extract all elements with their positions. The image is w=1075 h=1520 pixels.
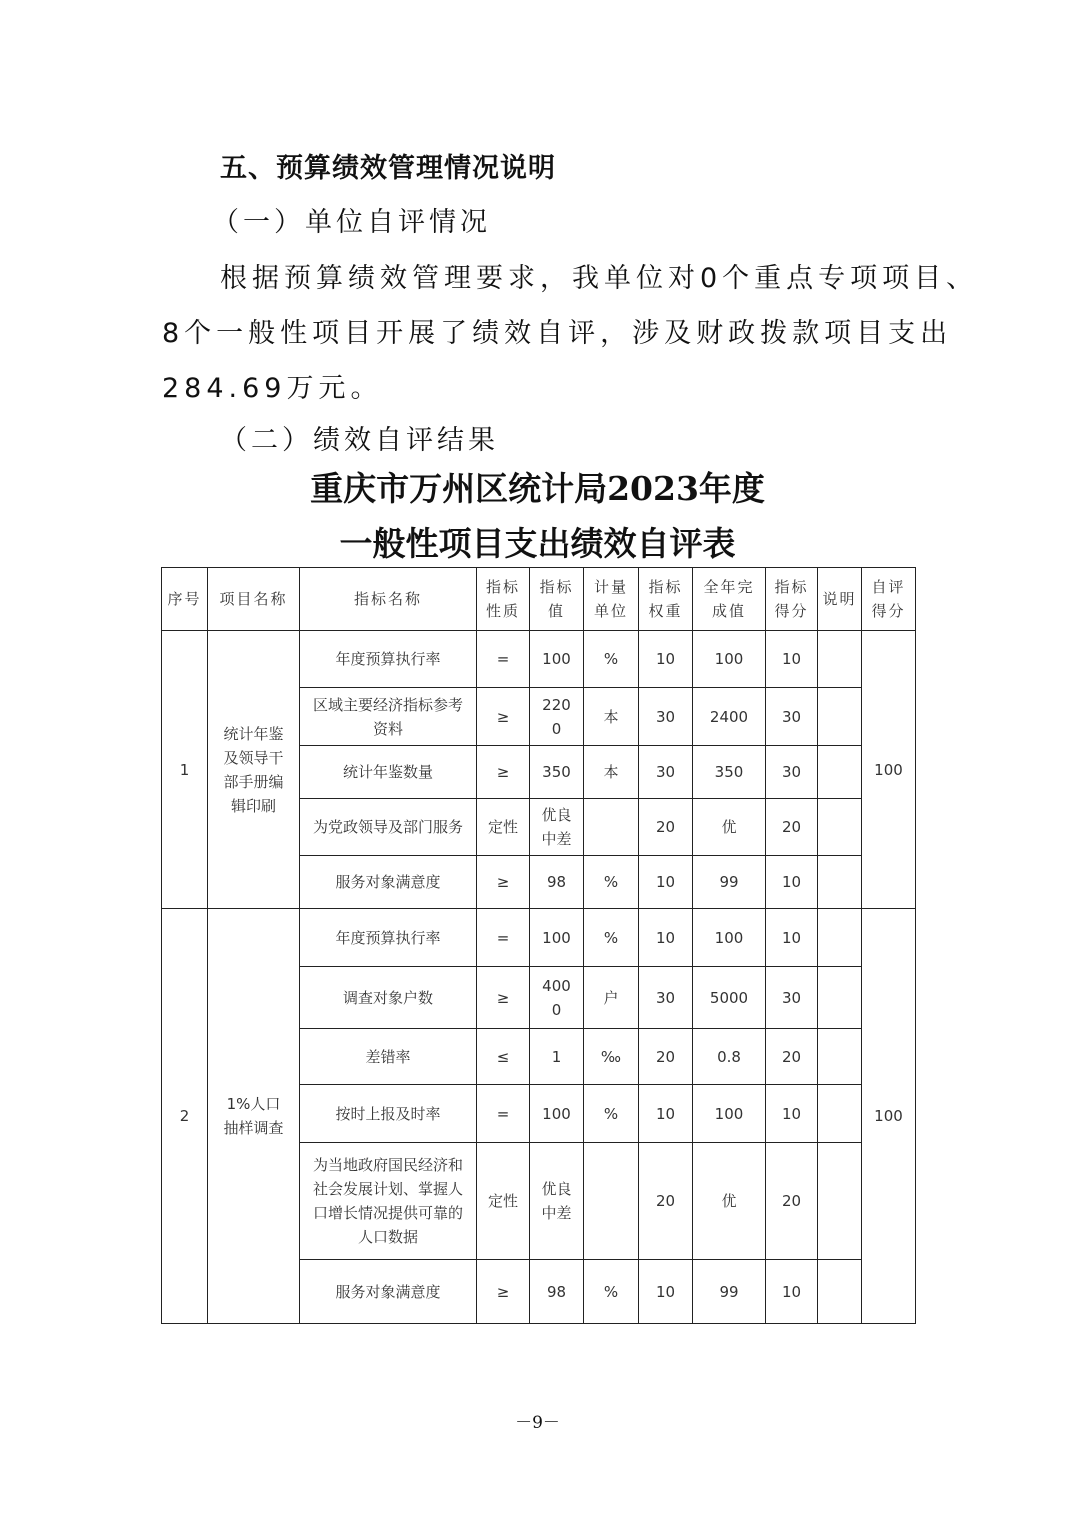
indicator-unit-cell: % <box>584 856 639 909</box>
indicator-note-cell <box>818 1029 862 1085</box>
table-header-cell: 说明 <box>818 568 862 631</box>
indicator-unit-cell: % <box>584 909 639 967</box>
paragraph-line-1: 根据预算绩效管理要求，我单位对0个重点专项项目、 <box>220 263 979 294</box>
subsection-title-1: （一）单位自评情况 <box>212 207 491 238</box>
indicator-unit-cell: % <box>584 631 639 688</box>
table-title-line-1: 重庆市万州区统计局2023年度 <box>310 469 765 508</box>
indicator-note-cell <box>818 967 862 1029</box>
indicator-nature-cell: = <box>477 909 530 967</box>
indicator-weight-cell: 30 <box>639 688 693 746</box>
indicator-name-cell: 服务对象满意度 <box>300 856 477 909</box>
indicator-points-cell: 20 <box>766 799 818 856</box>
table-header-cell: 序号 <box>162 568 208 631</box>
indicator-name-cell: 为当地政府国民经济和社会发展计划、掌握人口增长情况提供可靠的人口数据 <box>300 1143 477 1260</box>
indicator-actual-cell: 2400 <box>693 688 766 746</box>
indicator-nature-cell: 定性 <box>477 1143 530 1260</box>
indicator-points-cell: 10 <box>766 909 818 967</box>
indicator-value-cell: 98 <box>530 1260 584 1324</box>
indicator-unit-cell: 户 <box>584 967 639 1029</box>
indicator-weight-cell: 30 <box>639 967 693 1029</box>
indicator-weight-cell: 10 <box>639 1085 693 1143</box>
indicator-name-cell: 年度预算执行率 <box>300 631 477 688</box>
table-header-row <box>162 568 916 631</box>
indicator-weight-cell: 10 <box>639 909 693 967</box>
table-title-line-2: 一般性项目支出绩效自评表 <box>339 524 736 563</box>
indicator-nature-cell: ≥ <box>477 1260 530 1324</box>
indicator-nature-cell: ≥ <box>477 967 530 1029</box>
indicator-unit-cell <box>584 1143 639 1260</box>
page-number: －9－ <box>515 1413 560 1433</box>
indicator-actual-cell: 100 <box>693 1085 766 1143</box>
table-header-cell: 指标性质 <box>477 568 530 631</box>
indicator-nature-cell: 定性 <box>477 799 530 856</box>
indicator-weight-cell: 10 <box>639 1260 693 1324</box>
table-row <box>162 631 916 688</box>
indicator-actual-cell: 100 <box>693 631 766 688</box>
indicator-unit-cell: % <box>584 1085 639 1143</box>
indicator-weight-cell: 10 <box>639 631 693 688</box>
table-header-cell: 全年完成值 <box>693 568 766 631</box>
indicator-actual-cell: 99 <box>693 856 766 909</box>
project-number-cell: 2 <box>162 909 208 1324</box>
indicator-actual-cell: 优 <box>693 799 766 856</box>
indicator-weight-cell: 20 <box>639 799 693 856</box>
table-header-cell: 指标值 <box>530 568 584 631</box>
indicator-value-cell: 100 <box>530 631 584 688</box>
project-name-cell: 统计年鉴及领导干部手册编辑印刷 <box>208 631 300 909</box>
indicator-points-cell: 10 <box>766 1260 818 1324</box>
project-number-cell: 1 <box>162 631 208 909</box>
table-header-cell: 指标得分 <box>766 568 818 631</box>
subsection-title-2: （二）绩效自评结果 <box>220 425 499 456</box>
indicator-note-cell <box>818 909 862 967</box>
indicator-points-cell: 30 <box>766 967 818 1029</box>
table-header-cell: 指标权重 <box>639 568 693 631</box>
indicator-nature-cell: = <box>477 1085 530 1143</box>
indicator-value-cell: 100 <box>530 909 584 967</box>
indicator-actual-cell: 5000 <box>693 967 766 1029</box>
indicator-actual-cell: 350 <box>693 746 766 799</box>
indicator-points-cell: 20 <box>766 1029 818 1085</box>
section-heading: 五、预算绩效管理情况说明 <box>220 153 556 184</box>
indicator-unit-cell: 本 <box>584 746 639 799</box>
indicator-note-cell <box>818 631 862 688</box>
indicator-name-cell: 按时上报及时率 <box>300 1085 477 1143</box>
indicator-weight-cell: 20 <box>639 1143 693 1260</box>
indicator-value-cell: 1 <box>530 1029 584 1085</box>
indicator-name-cell: 年度预算执行率 <box>300 909 477 967</box>
indicator-value-cell: 4000 <box>530 967 584 1029</box>
table-header-cell: 计量单位 <box>584 568 639 631</box>
self-score-cell: 100 <box>862 631 916 909</box>
indicator-points-cell: 10 <box>766 1085 818 1143</box>
indicator-points-cell: 10 <box>766 631 818 688</box>
indicator-weight-cell: 10 <box>639 856 693 909</box>
indicator-name-cell: 调查对象户数 <box>300 967 477 1029</box>
indicator-nature-cell: = <box>477 631 530 688</box>
indicator-name-cell: 为党政领导及部门服务 <box>300 799 477 856</box>
indicator-nature-cell: ≤ <box>477 1029 530 1085</box>
indicator-name-cell: 差错率 <box>300 1029 477 1085</box>
indicator-note-cell <box>818 688 862 746</box>
indicator-points-cell: 10 <box>766 856 818 909</box>
indicator-actual-cell: 0.8 <box>693 1029 766 1085</box>
table-header-cell: 自评得分 <box>862 568 916 631</box>
indicator-name-cell: 区域主要经济指标参考资料 <box>300 688 477 746</box>
performance-table <box>161 567 916 1324</box>
self-score-cell: 100 <box>862 909 916 1324</box>
indicator-note-cell <box>818 799 862 856</box>
indicator-actual-cell: 99 <box>693 1260 766 1324</box>
indicator-weight-cell: 20 <box>639 1029 693 1085</box>
indicator-value-cell: 98 <box>530 856 584 909</box>
indicator-points-cell: 30 <box>766 746 818 799</box>
paragraph-line-3: 284.69万元。 <box>162 373 383 404</box>
indicator-nature-cell: ≥ <box>477 856 530 909</box>
indicator-note-cell <box>818 1085 862 1143</box>
indicator-nature-cell: ≥ <box>477 746 530 799</box>
indicator-nature-cell: ≥ <box>477 688 530 746</box>
table-header-cell: 项目名称 <box>208 568 300 631</box>
indicator-value-cell: 优良中差 <box>530 799 584 856</box>
project-name-cell: 1%人口抽样调查 <box>208 909 300 1324</box>
indicator-note-cell <box>818 1260 862 1324</box>
indicator-actual-cell: 100 <box>693 909 766 967</box>
indicator-value-cell: 100 <box>530 1085 584 1143</box>
table-row <box>162 909 916 967</box>
indicator-value-cell: 2200 <box>530 688 584 746</box>
indicator-note-cell <box>818 856 862 909</box>
indicator-unit-cell: % <box>584 1260 639 1324</box>
indicator-name-cell: 统计年鉴数量 <box>300 746 477 799</box>
indicator-weight-cell: 30 <box>639 746 693 799</box>
indicator-note-cell <box>818 1143 862 1260</box>
table-header-cell: 指标名称 <box>300 568 477 631</box>
paragraph-line-2: 8个一般性项目开展了绩效自评，涉及财政拨款项目支出 <box>162 318 953 349</box>
indicator-points-cell: 20 <box>766 1143 818 1260</box>
indicator-value-cell: 350 <box>530 746 584 799</box>
indicator-value-cell: 优良中差 <box>530 1143 584 1260</box>
indicator-unit-cell: ‰ <box>584 1029 639 1085</box>
indicator-unit-cell <box>584 799 639 856</box>
indicator-unit-cell: 本 <box>584 688 639 746</box>
indicator-actual-cell: 优 <box>693 1143 766 1260</box>
indicator-points-cell: 30 <box>766 688 818 746</box>
indicator-name-cell: 服务对象满意度 <box>300 1260 477 1324</box>
indicator-note-cell <box>818 746 862 799</box>
